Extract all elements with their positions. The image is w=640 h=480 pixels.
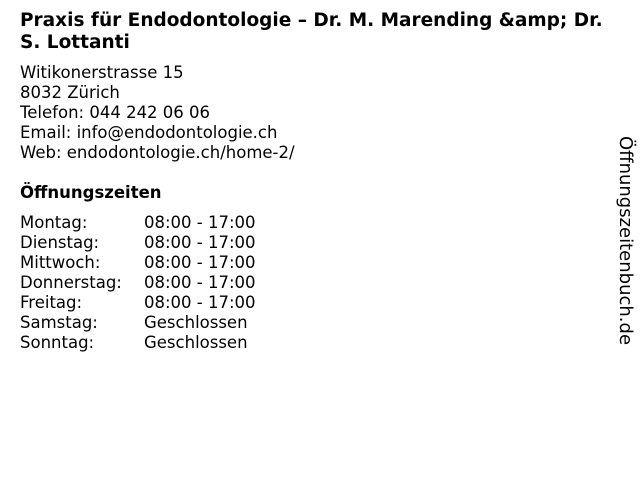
- time-value: 08:00 - 17:00: [144, 253, 256, 272]
- opening-hours-heading: Öffnungszeiten: [20, 183, 162, 202]
- hours-row-saturday: [20, 313, 256, 333]
- opening-hours-table: [20, 213, 256, 353]
- hours-row-tuesday: [20, 233, 256, 253]
- day-label: Mittwoch:: [20, 253, 101, 272]
- hours-row-monday: [20, 213, 256, 233]
- time-value: 08:00 - 17:00: [144, 293, 256, 312]
- time-value: Geschlossen: [144, 333, 248, 352]
- address-block: [20, 63, 295, 163]
- time-value: 08:00 - 17:00: [144, 213, 256, 232]
- day-label: Sonntag:: [20, 333, 95, 352]
- phone-line: Telefon: 044 242 06 06: [20, 103, 211, 122]
- day-label: Samstag:: [20, 313, 98, 332]
- hours-row-sunday: [20, 333, 256, 353]
- time-value: Geschlossen: [144, 313, 248, 332]
- site-watermark: Öffnungszeitenbuch.de: [615, 136, 636, 346]
- hours-row-friday: [20, 293, 256, 313]
- day-label: Freitag:: [20, 293, 83, 312]
- day-label: Dienstag:: [20, 233, 100, 252]
- hours-row-wednesday: [20, 253, 256, 273]
- city-postal: 8032 Zürich: [20, 83, 120, 102]
- web-line: Web: endodontologie.ch/home-2/: [20, 143, 295, 162]
- day-label: Donnerstag:: [20, 273, 122, 292]
- time-value: 08:00 - 17:00: [144, 233, 256, 252]
- business-title: Praxis für Endodontologie – Dr. M. Marending &amp; Dr. S. Lottanti: [20, 10, 603, 53]
- hours-row-thursday: [20, 273, 256, 293]
- time-value: 08:00 - 17:00: [144, 273, 256, 292]
- day-label: Montag:: [20, 213, 88, 232]
- email-line: Email: info@endodontologie.ch: [20, 123, 278, 142]
- street-address: Witikonerstrasse 15: [20, 63, 184, 82]
